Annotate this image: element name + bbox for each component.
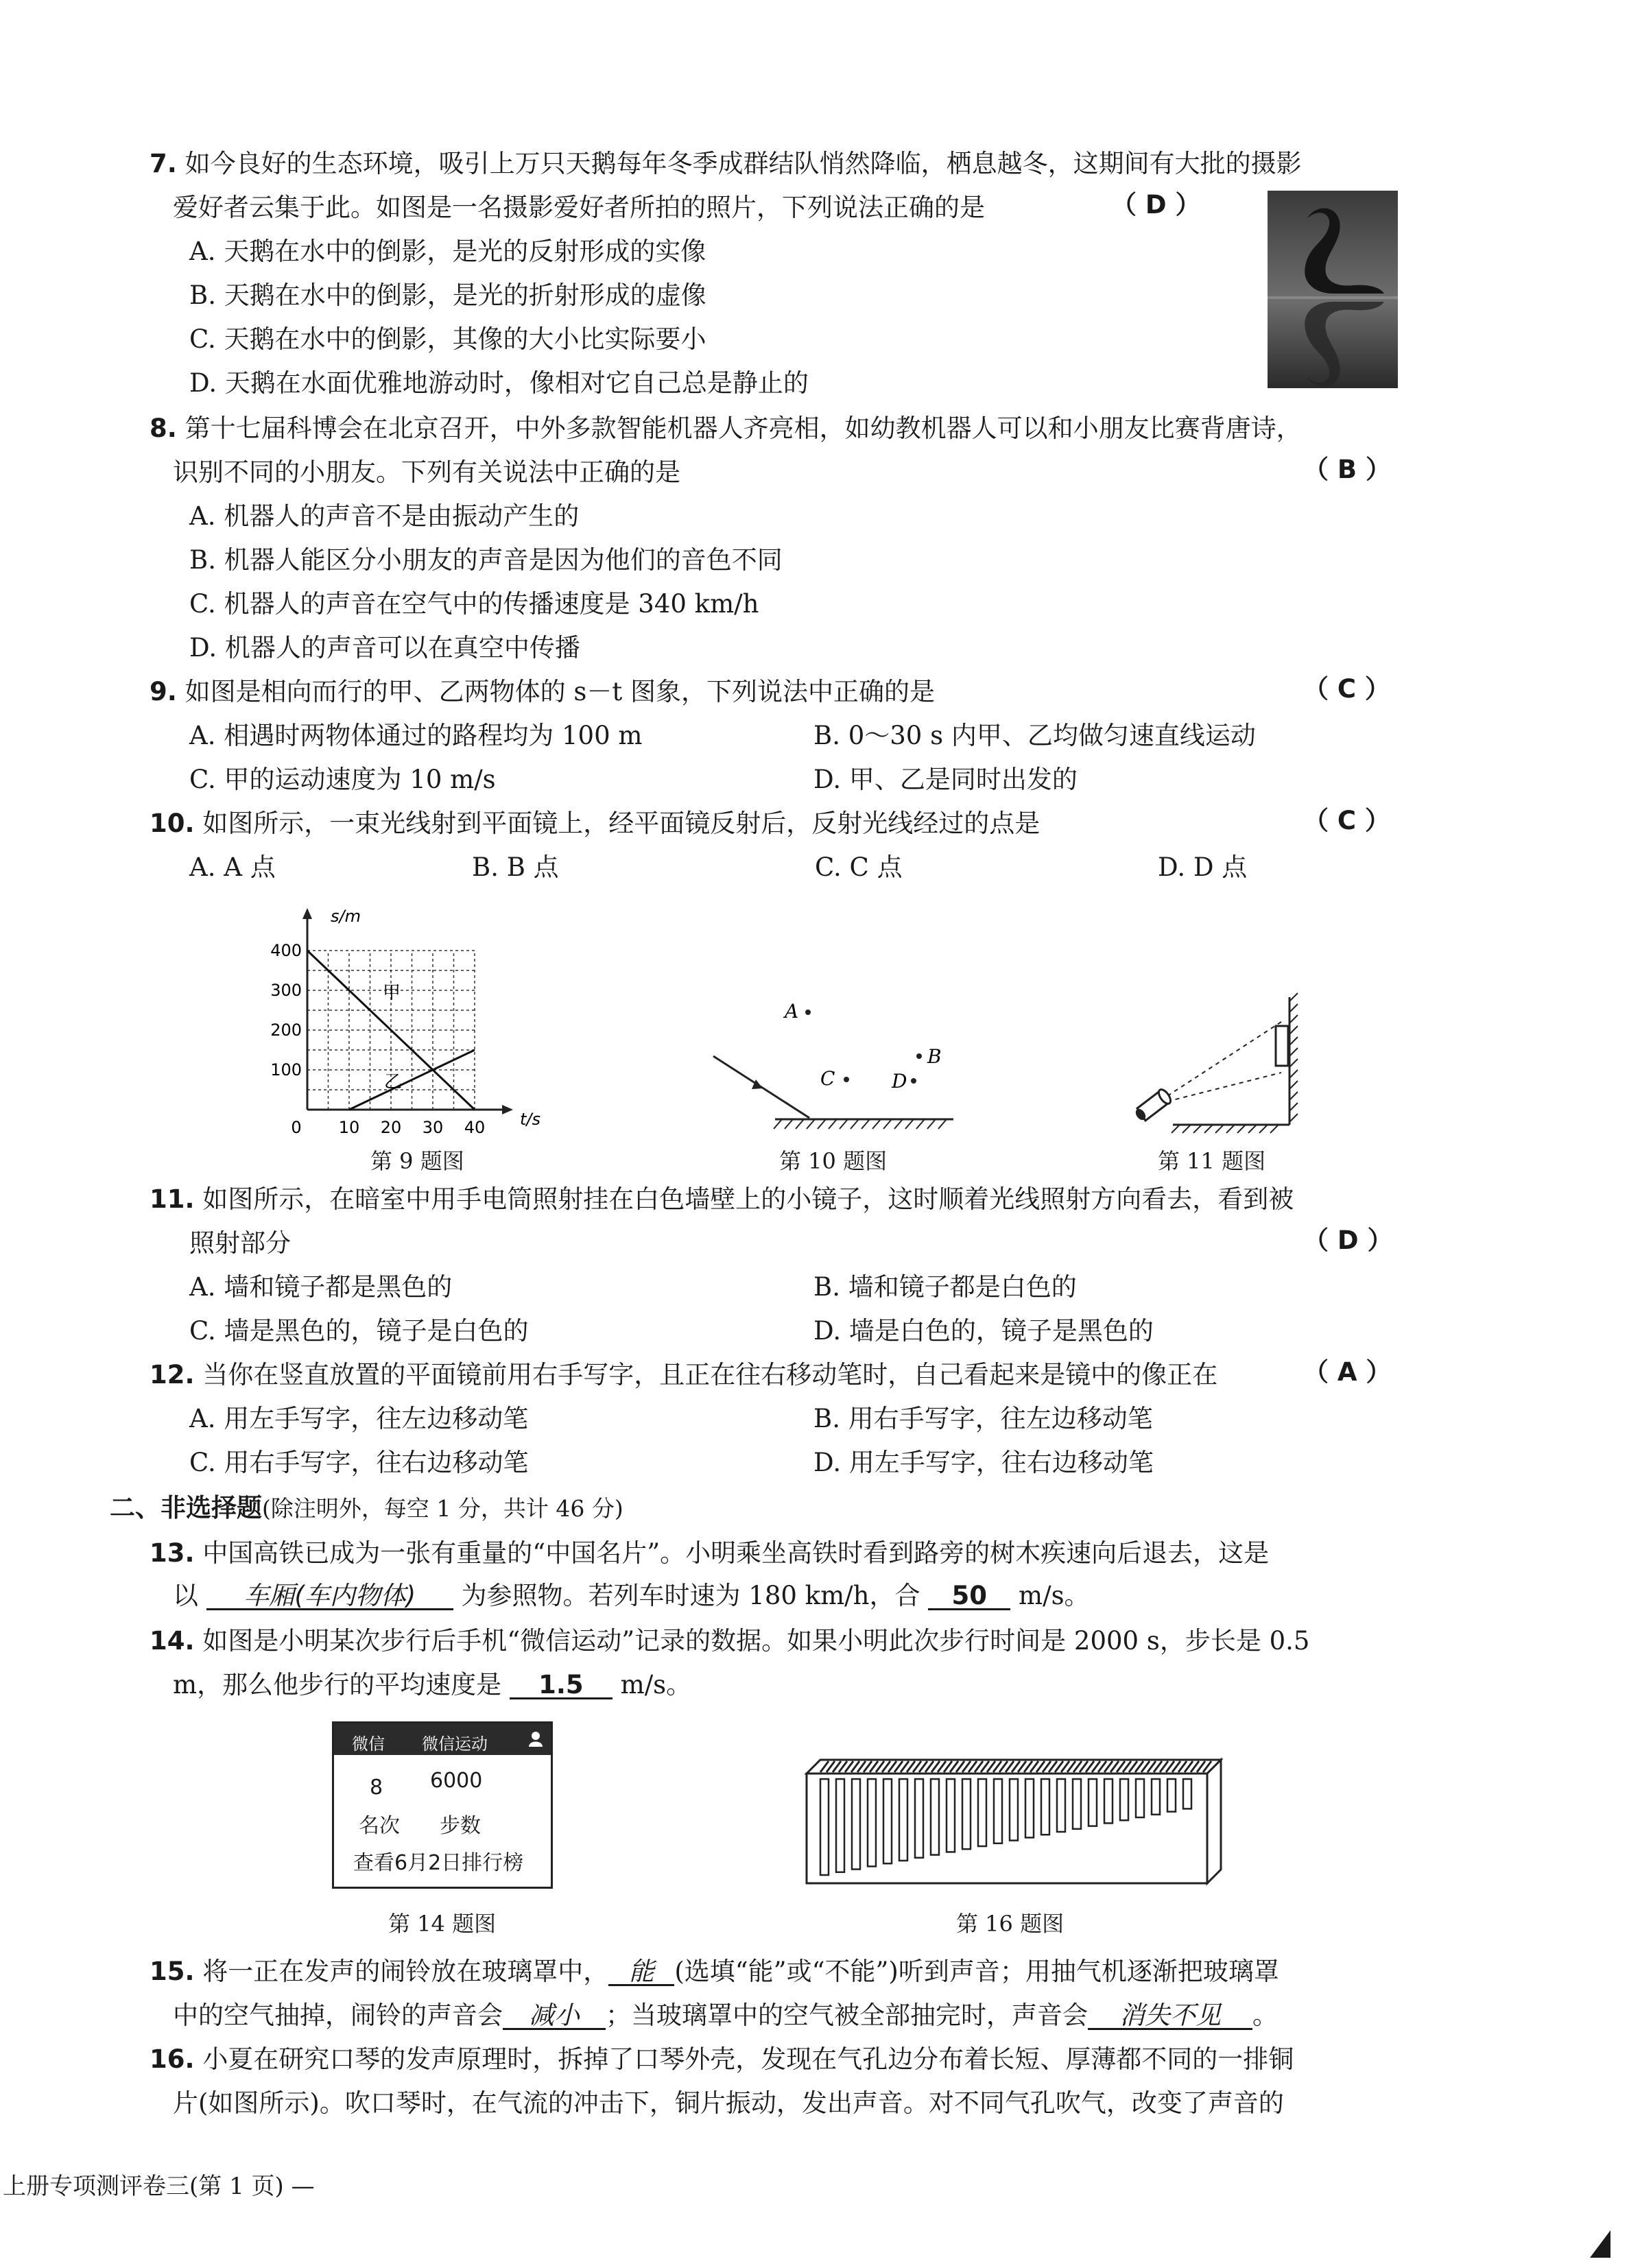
flashlight-mirror-figure: [1118, 988, 1317, 1138]
y-tick-label: 300: [270, 981, 302, 1000]
q7-option-c: C. 天鹅在水中的倒影，其像的大小比实际要小: [189, 324, 706, 354]
reed-strip: [899, 1779, 907, 1861]
q10-option-a: A. A 点: [189, 852, 276, 882]
point-d: [911, 1078, 916, 1084]
reed-strip: [1010, 1779, 1018, 1841]
q8-line1: 8. 第十七届科博会在北京召开，中外多款智能机器人齐亮相，如幼教机器人可以和小朋友比赛背唐诗，: [150, 414, 1302, 443]
y-axis-arrow-icon: [302, 908, 312, 919]
series-label-jia: 甲: [383, 983, 401, 1003]
y-tick-label: 200: [270, 1020, 302, 1040]
reed-strip: [947, 1779, 955, 1852]
q10-answer: （ C ）: [1303, 806, 1390, 835]
reed-strip: [868, 1779, 876, 1866]
reed-strip: [852, 1779, 860, 1870]
reed-strip: [1120, 1779, 1128, 1820]
x-tick-label: 40: [464, 1118, 486, 1137]
reed-strip: [1183, 1779, 1191, 1809]
q9-line1: 9. 如图是相向而行的甲、乙两物体的 s－t 图象，下列说法中正确的是: [150, 677, 935, 706]
q12-option-a: A. 用左手写字，往左边移动笔: [189, 1404, 529, 1433]
leaderboard-link[interactable]: 查看6月2日排行榜: [353, 1851, 524, 1875]
q8-option-d: D. 机器人的声音可以在真空中传播: [189, 633, 580, 663]
x-tick-label: 30: [422, 1118, 444, 1137]
q10-option-b: B. B 点: [472, 852, 559, 882]
corner-mark-icon: [1590, 2230, 1610, 2258]
floor-hatching: [1172, 1125, 1279, 1133]
fig11-caption: 第 11 题图: [1158, 1148, 1266, 1174]
q8-line2: 识别不同的小朋友。下列有关说法中正确的是: [173, 457, 680, 487]
q15-blank2[interactable]: 减小: [503, 2003, 606, 2030]
y-tick-label: 100: [270, 1060, 302, 1079]
reed-strip: [1104, 1779, 1113, 1823]
x-tick-label: 0: [291, 1118, 302, 1137]
q9-option-a: A. 相遇时两物体通过的路程均为 100 m: [189, 721, 643, 750]
q15-blank3[interactable]: 消失不见: [1088, 2003, 1252, 2030]
y-tick-label: 400: [270, 941, 302, 960]
rank-label: 名次: [359, 1814, 400, 1838]
q12-answer: （ A ）: [1303, 1357, 1392, 1387]
q15-blank1[interactable]: 能: [608, 1959, 674, 1986]
q14-blank1[interactable]: 1.5: [510, 1672, 613, 1699]
section-2-header: 二、非选择题(除注明外，每空 1 分，共计 46 分): [110, 1493, 623, 1523]
point-b: [916, 1053, 922, 1059]
q16-line2: 片(如图所示)。吹口琴时，在气流的冲击下，铜片振动，发出声音。对不同气孔吹气，改变了声音的: [173, 2088, 1284, 2118]
q11-option-d: D. 墙是白色的，镜子是黑色的: [813, 1316, 1154, 1346]
q10-option-c: C. C 点: [815, 852, 903, 882]
reed-strip: [978, 1779, 986, 1846]
mirror-hatching: [774, 1119, 947, 1129]
q11-answer: （ D ）: [1303, 1226, 1393, 1255]
point-c: [844, 1077, 849, 1082]
rank-value: 8: [370, 1776, 383, 1800]
reed-strip: [915, 1779, 923, 1858]
page-footer: 上册专项测评卷三(第 1 页) —: [3, 2173, 315, 2200]
light-beam-lower: [1167, 1073, 1281, 1101]
q8-option-b: B. 机器人能区分小朋友的声音是因为他们的音色不同: [189, 545, 783, 575]
q7-option-b: B. 天鹅在水中的倒影，是光的折射形成的虚像: [189, 280, 706, 310]
x-tick-label: 10: [338, 1118, 360, 1137]
reed-strip: [1073, 1779, 1081, 1829]
q11-option-a: A. 墙和镜子都是黑色的: [189, 1272, 453, 1302]
wall-hatching: [1289, 993, 1298, 1122]
reed-strip: [836, 1779, 844, 1872]
st-graph: [270, 898, 562, 1152]
fig16-caption: 第 16 题图: [956, 1911, 1065, 1937]
q12-line1: 12. 当你在竖直放置的平面镜前用右手写字，且正在往右移动笔时，自己看起来是镜中的像正在: [150, 1360, 1218, 1389]
series-label-yi: 乙: [384, 1072, 403, 1093]
reed-strip: [1089, 1779, 1097, 1826]
q7-option-a: A. 天鹅在水中的倒影，是光的反射形成的实像: [189, 237, 706, 266]
harmonica-reeds-figure: [807, 1760, 1225, 1890]
q8-answer: （ B ）: [1303, 455, 1391, 484]
q10-option-d: D. D 点: [1158, 852, 1248, 882]
q11-line1: 11. 如图所示，在暗室中用手电筒照射挂在白色墙壁上的小镜子，这时顺着光线照射方向看去，看到被: [150, 1184, 1294, 1214]
q7-option-d: D. 天鹅在水面优雅地游动时，像相对它自己总是静止的: [189, 368, 809, 398]
swan-photo: [1268, 191, 1398, 388]
q13-blank2[interactable]: 50: [928, 1583, 1010, 1610]
reed-strip: [962, 1779, 971, 1849]
point-d-label: D: [892, 1070, 907, 1093]
x-axis-arrow-icon: [502, 1105, 513, 1114]
reed-strip: [994, 1779, 1002, 1843]
fig14-caption: 第 14 题图: [388, 1911, 497, 1937]
q13-blank1[interactable]: 车厢(车内物体): [206, 1583, 453, 1610]
q8-option-c: C. 机器人的声音在空气中的传播速度是 340 km/h: [189, 589, 759, 619]
q7-line1: 7. 如今良好的生态环境，吸引上万只天鹅每年冬季成群结队悄然降临，栖息越冬，这期间有大批的摄影: [150, 149, 1302, 178]
wechat-sports-tab[interactable]: 微信运动: [422, 1734, 488, 1754]
q15-line2: 中的空气抽掉，闹铃的声音会 减小 ；当玻璃罩中的空气被全部抽完时，声音会 消失不见 。: [173, 2001, 1278, 2030]
reed-strip: [931, 1779, 939, 1855]
reed-strip: [820, 1779, 829, 1875]
wechat-sports-card: [332, 1721, 553, 1889]
q16-line1: 16. 小夏在研究口琴的发声原理时，拆掉了口琴外壳，发现在气孔边分布着长短、厚薄都不同的一排铜: [150, 2044, 1294, 2074]
q12-option-d: D. 用左手写字，往右边移动笔: [813, 1448, 1154, 1477]
q13-line2: 以 车厢(车内物体) 为参照物。若列车时速为 180 km/h，合 50 m/s。: [173, 1581, 1090, 1610]
wechat-tab[interactable]: 微信: [352, 1734, 385, 1754]
steps-label: 步数: [440, 1814, 481, 1838]
q7-answer: （ D ）: [1111, 190, 1201, 219]
reed-strip: [1025, 1779, 1034, 1837]
q8-option-a: A. 机器人的声音不是由振动产生的: [189, 501, 580, 531]
point-a-label: A: [785, 1000, 799, 1023]
mirror-reflection-figure: [706, 1001, 960, 1138]
point-c-label: C: [820, 1067, 835, 1090]
fig9-caption: 第 9 题图: [370, 1148, 464, 1174]
steps-value: 6000: [430, 1769, 483, 1793]
point-a: [805, 1010, 811, 1015]
reed-strip: [1152, 1779, 1160, 1815]
wechat-header: [334, 1723, 551, 1755]
q9-option-b: B. 0～30 s 内甲、乙均做匀速直线运动: [813, 721, 1256, 750]
x-axis-label: t/s: [520, 1110, 540, 1129]
point-b-label: B: [927, 1045, 942, 1068]
q10-line1: 10. 如图所示，一束光线射到平面镜上，经平面镜反射后，反射光线经过的点是: [150, 809, 1041, 838]
q7-line2: 爱好者云集于此。如图是一名摄影爱好者所拍的照片，下列说法正确的是: [173, 193, 985, 222]
q14-line1: 14. 如图是小明某次步行后手机“微信运动”记录的数据。如果小明此次步行时间是 2000 s，步长是 0.5: [150, 1626, 1310, 1656]
user-icon[interactable]: [527, 1730, 544, 1748]
q11-line2: 照射部分: [189, 1228, 291, 1258]
q12-option-b: B. 用右手写字，往左边移动笔: [813, 1404, 1153, 1433]
q9-option-c: C. 甲的运动速度为 10 m/s: [189, 765, 496, 794]
q9-option-d: D. 甲、乙是同时出发的: [813, 765, 1078, 794]
reed-strip: [1167, 1779, 1176, 1812]
x-tick-label: 20: [380, 1118, 402, 1137]
q9-answer: （ C ）: [1303, 674, 1390, 704]
light-beam-upper: [1167, 1022, 1281, 1096]
reed-strip: [1041, 1779, 1049, 1835]
q12-option-c: C. 用右手写字，往右边移动笔: [189, 1448, 529, 1477]
y-axis-label: s/m: [331, 907, 361, 926]
flashlight-icon: [1134, 1088, 1173, 1122]
q14-line2: m，那么他步行的平均速度是 1.5 m/s。: [173, 1670, 692, 1699]
reed-strip: [1136, 1779, 1144, 1817]
q11-option-b: B. 墙和镜子都是白色的: [813, 1272, 1077, 1302]
q13-line1: 13. 中国高铁已成为一张有重量的“中国名片”。小明乘坐高铁时看到路旁的树木疾速向后退去，这是: [150, 1538, 1270, 1568]
reed-strip: [1057, 1779, 1065, 1832]
reed-strip: [883, 1779, 892, 1863]
q11-option-c: C. 墙是黑色的，镜子是白色的: [189, 1316, 529, 1346]
q15-line1: 15. 将一正在发声的闹铃放在玻璃罩中， 能 (选填“能”或“不能”)听到声音；用抽气机逐渐把玻璃罩: [150, 1957, 1279, 1986]
small-mirror: [1276, 1026, 1288, 1066]
fig10-caption: 第 10 题图: [779, 1148, 888, 1174]
